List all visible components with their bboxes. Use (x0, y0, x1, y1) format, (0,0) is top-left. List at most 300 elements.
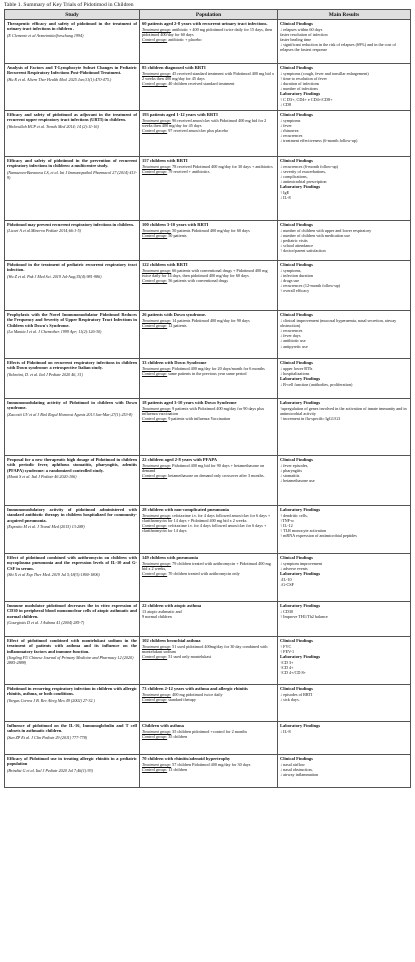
study-reference: (Waleeullah HCP et al. Trends Med 2014; 14 (2):11-16) (7, 123, 99, 129)
results-cell (278, 602, 411, 637)
population-line (142, 697, 275, 702)
results-cell (278, 456, 411, 506)
population-title: 26 patients with Down syndrome. (141, 312, 207, 317)
population-cell (139, 20, 277, 64)
group-label: Treatment group: (141, 267, 172, 273)
finding-item: ↓ fever episodes, (280, 462, 309, 468)
finding-item: ↑CD 3+ (280, 659, 294, 665)
finding-item: ↓ complications, (280, 174, 308, 179)
group-label: Control group: (141, 37, 168, 42)
population-cell (139, 506, 277, 554)
findings-heading: Laboratory Findings (280, 654, 321, 659)
finding-item: ↑ mRNA expression of antimicrobial peptides (280, 533, 357, 539)
population-title: 73 children 2-12 years with asthma and allergic rhinitis (141, 686, 248, 691)
study-title: Pidotimod in the treatment of pediatric recurrent respiratory tract infection. (7, 262, 137, 273)
finding-item: ↓ number of children with medication use (280, 232, 351, 238)
finding-item: ↑ FVC (280, 643, 292, 649)
study-title: Analysis of Factors and T-Lymphocyte Subset Changes in Pediatric Recurrent Respiratory Infections Post-Pidotimod Treatment. (7, 65, 137, 76)
group-label: Treatment group: (141, 643, 172, 649)
population-title: 18 patients aged 3-10 years with Down Syndrome (141, 400, 237, 405)
group-label: Treatment group: (141, 462, 172, 468)
group-description: 51 used only montelukast (167, 654, 212, 659)
population-line (142, 118, 275, 128)
group-description: 79 received + antibiotics (167, 168, 210, 174)
findings-heading: Laboratory Findings (280, 91, 321, 97)
study-title: Efficacy and safety of pidotimod in the prevention of recurrent respiratory infections in children: a multicentre study. (7, 158, 137, 169)
finding-item: ↑ C D3+, CD4+ e CD4+/CD8+ (280, 97, 333, 102)
table-row (5, 157, 411, 221)
population-title: 193 patients aged 1-12 years with RRTI (141, 112, 218, 117)
population-line (142, 128, 275, 133)
study-reference: (E Clemente et al Arzneimittelforschung 1994) (7, 32, 84, 38)
finding-item: ↑ time to resolution of fever (280, 75, 327, 81)
finding-item: ↑ dendritic cells, (280, 512, 308, 518)
study-reference: (Wu Z et al. Pak J Med Sci. 2019 Jul-Aug;35(4):981-986) (7, 273, 102, 279)
study-cell (5, 722, 140, 755)
group-description: 35 children pidotimod +control for 2 months (171, 728, 248, 734)
findings-heading: Laboratory Findings (280, 603, 321, 608)
population-title: 157 children with RRTI (141, 158, 188, 163)
population-cell (139, 685, 277, 722)
finding-item: ↑ FEV-1 (280, 648, 295, 654)
finding-item: ↑ IgE (280, 190, 290, 195)
finding-item: ↓ antimicrobial prescription (280, 179, 327, 185)
population-line (142, 734, 275, 739)
population-line (142, 416, 275, 421)
table-row (5, 506, 411, 554)
finding-item: ↓ severity of exacerbations, (280, 168, 327, 174)
table-row (5, 722, 411, 755)
findings-heading: Clinical Findings (280, 21, 313, 26)
finding-item: ↓ drugs use (280, 278, 300, 283)
findings-heading: Clinical Findings (280, 222, 313, 227)
results-cell (278, 64, 411, 111)
finding-item: ↓G-CSF (280, 581, 294, 587)
study-cell (5, 456, 140, 506)
finding-item: ↓ infection duration (280, 272, 314, 278)
finding-item: ↑ overall efficacy (280, 288, 310, 294)
population-line (142, 37, 275, 42)
finding-item: ↓ fever days (280, 333, 301, 339)
population-line (142, 654, 275, 659)
study-reference: (Namazova-Baranova LS, et al. Int J Immunopathol Pharmacol 27 (2014) 413-9) (7, 169, 137, 180)
group-label: Treatment group: (141, 761, 172, 767)
findings-heading: Clinical Findings (280, 262, 313, 267)
group-description: antibiotic + 400 mg pidotimod twice daily for 15 days, then pidotimod 400/day for 60 days (141, 26, 273, 37)
study-reference: (Zuccotti GV et al J Biol Regul Homeost Agents 2013 Jan-Mar;27(1):253-8) (7, 411, 133, 417)
table-row (5, 399, 411, 456)
study-cell (5, 755, 140, 788)
population-line (142, 371, 275, 376)
group-label: Control group: (141, 766, 168, 772)
group-description: 97 received amox/clav plus placebo (167, 128, 229, 133)
study-cell (5, 637, 140, 685)
table-row (5, 456, 411, 506)
population-cell (139, 399, 277, 456)
population-cell (139, 456, 277, 506)
findings-heading: Laboratory Findings (280, 723, 321, 728)
finding-item: ↓ sick days. (280, 696, 300, 702)
group-description: 9 normal children (141, 613, 172, 619)
population-cell (139, 221, 277, 261)
group-label: Control group: (141, 571, 168, 576)
table-row (5, 359, 411, 399)
finding-item: ↓ pediatric visits (280, 238, 308, 243)
group-label: Control group: (141, 128, 168, 133)
group-description: betamethasone on demand only crossover after 3 months. (167, 473, 265, 478)
table-row (5, 554, 411, 602)
population-line (142, 571, 275, 576)
findings-heading: Clinical Findings (280, 555, 313, 560)
study-reference: (Licari A et al.Minerva Pediatr 2014;66:1-5) (7, 228, 81, 234)
population-line (142, 323, 275, 328)
group-description: 35 children (167, 733, 188, 739)
population-title: 100 children 3-10 years with RRTI (141, 222, 209, 227)
population-cell (139, 602, 277, 637)
results-cell (278, 554, 411, 602)
finding-item: ↓ recurrences (280, 328, 303, 333)
group-label: Treatment group: (141, 117, 172, 123)
finding-item: ↑ IL-12 (280, 523, 293, 528)
findings-heading: Clinical Findings (280, 756, 313, 761)
study-cell (5, 506, 140, 554)
population-cell (139, 261, 277, 311)
table-row (5, 637, 411, 685)
findings-heading: Clinical Findings (280, 638, 313, 643)
population-title: 60 patients aged 2-8 years with recurrent urinary tract infections. (141, 21, 268, 26)
results-cell (278, 359, 411, 399)
header-population: Population (139, 10, 277, 20)
group-label: Control group: (141, 81, 168, 86)
finding-item: ↓IL-10 (280, 576, 292, 582)
findings-heading: Clinical Findings (280, 65, 313, 70)
population-line (142, 169, 275, 174)
finding-item: ↓ symptom improvement (280, 560, 323, 566)
study-cell (5, 311, 140, 359)
study-cell (5, 64, 140, 111)
study-cell (5, 685, 140, 722)
finding-item: ↓ relapses within 60 days (280, 26, 323, 32)
study-title: Pidotimod in recurring respiratory infection in children with allergic rhinitis, asthma, or both conditions. (7, 686, 137, 697)
table-row (5, 64, 411, 111)
study-cell (5, 399, 140, 456)
finding-item: ↓ IL-8 (280, 195, 291, 201)
findings-heading: Laboratory Findings (280, 571, 321, 576)
population-cell (139, 554, 277, 602)
population-line (142, 513, 275, 523)
findings-heading: Laboratory Findings (280, 507, 321, 512)
group-label: Treatment group: (141, 365, 172, 371)
findings-heading: Clinical Findings (280, 457, 313, 462)
finding-item: ↓ CD8 (280, 102, 292, 108)
results-cell (278, 221, 411, 261)
finding-item: ↓ recurrences (12-month follow-up) (280, 283, 341, 289)
finding-item: ↓ rhinorrea (280, 128, 299, 133)
finding-item: ↓ nasal airflow (280, 761, 305, 767)
group-description: 50 patients (167, 232, 187, 238)
group-description: 96 received amox/clav with Pidotimod 400 mg bid for 2 weeks then 400 mg/day for 45 days (141, 117, 267, 128)
population-line (142, 233, 275, 238)
group-label: Control group: (141, 523, 168, 528)
group-label: Control group: (141, 322, 168, 328)
finding-item: ↓ recurrences (280, 133, 303, 139)
findings-heading: Laboratory Findings (280, 184, 321, 190)
finding-item: ↓ antipyretic use (280, 343, 308, 349)
finding-item: ↓ symptoms, (280, 267, 302, 273)
header-main-results: Main Results (278, 10, 411, 20)
group-description: standard therapy (167, 696, 196, 702)
group-label: Control group: (141, 232, 168, 238)
table-row (5, 261, 411, 311)
finding-item: ↓ adverse events (280, 565, 308, 571)
study-title: Efficacy of Pidotimod use in treating allergic rhinitis in a pediatric population (7, 756, 137, 767)
group-label: Control group: (141, 696, 168, 702)
population-line (142, 27, 275, 37)
findings-heading: Laboratory Findings (280, 376, 321, 381)
group-label: Control group: (141, 416, 168, 421)
finding-item: ↓ number of infections (280, 86, 319, 92)
finding-item: ↓ school attendance (280, 243, 314, 249)
finding-item: ↓ IL-8 (280, 728, 291, 734)
finding-item: ↓ symptoms (280, 117, 301, 123)
group-description: 50 patients Pidotimod 400 mg/day for 60 days (171, 227, 250, 233)
study-cell (5, 554, 140, 602)
group-description: Pidotimod 400 mg/day for 20 days/month for 6 months (171, 365, 265, 371)
group-label: Treatment group: (141, 560, 172, 566)
finding-item: ↓ number of children with upper and lower respiratory (280, 227, 372, 233)
finding-item: faster resolution of infection (280, 31, 328, 37)
finding-item: ↓ clinical improvement (mucosal hyperaemia, nasal secretion, airway obstruction) (280, 317, 397, 328)
study-cell (5, 261, 140, 311)
population-line (142, 268, 275, 278)
population-title: 33 children with Down Syndrome (141, 360, 207, 365)
group-description: 12 patients (167, 322, 187, 328)
study-reference: (Vargas Correa J B. Rev Alerg Mex 49 (2002) 27-32.) (7, 697, 95, 703)
study-reference: (Sun ZP Et al. J Clin Pediatr 29 (2011) 777-778) (7, 734, 88, 740)
finding-item: ↑CD 4+/CD 8+ (280, 670, 306, 675)
population-cell (139, 311, 277, 359)
population-line (142, 561, 275, 571)
results-cell (278, 637, 411, 685)
population-line (142, 81, 275, 86)
finding-item: ↑CD 4+ (280, 664, 294, 670)
population-title: 85 children diagnosed with RRTI (141, 65, 206, 70)
study-title: Prophylaxis with the Novel Immunomodulator Pidotimod Reduces the Frequency and Severity of Upper Respiratory Tract Infections in Children with Down's Syndrome. (7, 312, 137, 328)
finding-item: ↓ nasal obstruction, (280, 766, 313, 772)
findings-heading: Clinical Findings (280, 112, 313, 117)
finding-item: ↑TNF-α (280, 517, 294, 523)
group-description: 40 children received standard treatment (167, 81, 235, 86)
population-cell (139, 755, 277, 788)
group-description: 400 mg pidotimod twice daily (171, 691, 223, 697)
population-cell (139, 157, 277, 221)
table-row (5, 602, 411, 637)
group-description: 51 used pidotimod 400mg/day for 30 day combined with montelukast sodium (141, 643, 268, 654)
population-line (142, 767, 275, 772)
population-line (142, 406, 275, 416)
finding-item: ↓ symptoms (cough, fever and tonsillar enlargement) (280, 70, 369, 76)
study-reference: (Valentini, D. et al. Ital J Pediatr 2020 46, 31) (7, 371, 83, 377)
group-label: Treatment group: (141, 26, 172, 32)
population-line (142, 644, 275, 654)
study-title: Efficacy and safety of pidotimod as adjuvant in the treatment of recurrent upper respiratory tract infections (URTI) in children. (7, 112, 137, 123)
study-title: Effects of Pidotimod on recurrent respiratory infections in children with Down syndrome: a retrospective Italian study. (7, 360, 137, 371)
findings-heading: Laboratory Findings (280, 400, 321, 405)
finding-item: ↑ TLR monocyte activation (280, 528, 327, 534)
group-label: Control group: (141, 168, 168, 174)
header-row (5, 10, 411, 20)
group-label: Treatment group: (141, 227, 172, 233)
population-cell (139, 637, 277, 685)
table-caption: Table 1. Summary of Key Trials of Pidotimod in Children (4, 2, 134, 8)
study-title: Effect of pidotimod combined with montelukast sodium in the treatment of patients with asthma and its influence on the inflammatory factors and immune function. (7, 638, 137, 654)
results-cell (278, 755, 411, 788)
group-description: 13 children (167, 766, 188, 772)
finding-item: ↓ antibiotic use (280, 338, 306, 344)
study-title: Pidotimod may prevent recurrent respiratory infections in children. (7, 222, 134, 227)
study-reference: (Esposito M et al. J Transl Med (2015) 13:288) (7, 524, 85, 530)
study-title: Immune modulator pidotimod decreases the in vitro expression of CD30 in peripheral blood mononuclear cells of atopic asthmatic and normal children. (7, 603, 137, 619)
group-label: Treatment group: (141, 163, 172, 169)
results-cell (278, 722, 411, 755)
table-row (5, 20, 411, 64)
group-label: Control group: (141, 278, 168, 283)
group-description: 66 patients with conventional drugs + Pidotimod 400 mg twice daily for 14 days, then pidotimod 400 mg/day for 60 days (141, 267, 268, 278)
finding-item: ↓ airway inflammation (280, 772, 319, 777)
results-cell (278, 311, 411, 359)
population-line (142, 463, 275, 473)
group-description: 70 children treated with azithromycin only (167, 571, 240, 576)
study-cell (5, 157, 140, 221)
table-row (5, 221, 411, 261)
table-row (5, 685, 411, 722)
finding-item: ↓ significant reduction in the risk of relapses (69%) and in the cost of relapses the fastest response (280, 42, 396, 53)
group-description: same patients in the previous year same period (167, 370, 247, 376)
group-label: Control group: (141, 733, 168, 739)
study-title: Proposal for a new therapeutic high dosage of Pidotimod in children with periodic fever, aphthous stomatitis, pharyngitis, adenitis (PFAPA) syndrome: a randomized controlled study. (7, 457, 137, 473)
results-cell (278, 685, 411, 722)
study-cell (5, 221, 140, 261)
population-title: Children with asthma (141, 723, 184, 728)
group-description: 9 patients with influenza Vaccination (167, 416, 231, 421)
population-line (142, 614, 275, 619)
population-title: 22 children aged 2-8 years with PFAPA (141, 457, 217, 462)
finding-item: ↓ betamethasone use (280, 478, 315, 484)
population-line (142, 71, 275, 81)
population-cell (139, 722, 277, 755)
findings-heading: Clinical Findings (280, 360, 313, 365)
finding-item: ↓ hospitalizations (280, 370, 310, 376)
finding-item: ↓ treatment effectiveness (6-month follow-up) (280, 138, 358, 144)
population-title: 102 children bronchial asthma (141, 638, 201, 643)
table-body (5, 20, 411, 788)
results-cell (278, 111, 411, 157)
study-reference: (Jingling FU Chinese Journal of Primary Medicine and Pharmacy 12 (2020) 2885-2888) (7, 655, 134, 666)
finding-item: ↓ stomatitis (280, 473, 300, 478)
finding-item: ↓ duration of infections (280, 81, 320, 86)
group-description: 57 children Pidotimod 400 mg/day for 30 days (171, 761, 251, 767)
table-row (5, 311, 411, 359)
findings-heading: Clinical Findings (280, 686, 313, 691)
group-label: Treatment group: (141, 405, 172, 411)
group-description: 78 received Pidotimod 400 mg/day for 30 days + antibiotics (171, 163, 273, 169)
study-title: Influence of pidotimod on the IL-16, Immunoglobulin and T cell subsets in asthmatic children. (7, 723, 137, 734)
group-description: antibiotic + placebo (167, 37, 202, 42)
study-reference: (Gourgiotis D et al. J Asthma 41 (2004) 285-7) (7, 620, 85, 626)
group-label: Control group: (141, 654, 168, 659)
table-row (5, 755, 411, 788)
finding-item: ↓ B-cell function (antibodies, proliferation) (280, 381, 353, 387)
finding-item: faster healing time (280, 37, 312, 42)
group-description: 13 atopic asthmatic and (141, 608, 182, 614)
results-cell (278, 261, 411, 311)
study-title: Immunomodulating activity of Pidotimod in children with Down syndrome. (7, 400, 137, 411)
finding-item: ↓ fever (280, 122, 292, 128)
study-title: Effect of pidotimod combined with azithromycin on children with mycoplasma pneumonia and the expression levels of IL-10 and G-CSF in serum. (7, 555, 137, 571)
population-cell (139, 111, 277, 157)
header-study: Study (5, 10, 140, 20)
finding-item: ↓ CD30 (280, 608, 294, 614)
group-description: 56 patients with conventional drugs (167, 278, 228, 283)
table-row (5, 111, 411, 157)
results-cell (278, 506, 411, 554)
finding-item: ↑ increment in flu-specific IgG1/G3 (280, 416, 341, 421)
population-cell (139, 359, 277, 399)
results-cell (278, 20, 411, 64)
finding-item: ↓ upper lower RTIs (280, 365, 313, 371)
finding-item: ↑ doctor/parent satisfaction (280, 248, 326, 254)
finding-item: ↓ recurrences (6-month follow-up) (280, 163, 339, 169)
findings-heading: Clinical Findings (280, 158, 313, 163)
results-cell (278, 157, 411, 221)
study-reference: (Manti S et al. Ital J Pediatr 46 2020:106) (7, 474, 77, 480)
study-cell (5, 359, 140, 399)
group-label: Treatment group: (141, 728, 172, 734)
group-description: 9 patients with Pidotimod 400 mg/day for 90 days plus influenza vaccination (141, 405, 265, 416)
population-line (142, 473, 275, 478)
finding-item: ↑ Improve TH1/Th2 balance (280, 613, 328, 619)
population-line (142, 523, 275, 533)
group-label: Control group: (141, 370, 168, 376)
group-label: Treatment group: (141, 512, 172, 518)
findings-heading: Clinical Findings (280, 312, 313, 317)
study-reference: (Brindisi G et al. Ital J Pediatr 2020 Jul 7;46(1):93) (7, 767, 93, 773)
population-title: 70 children with rhinitis/adenoid hypertrophy (141, 756, 231, 761)
population-title: 22 children with atopic asthma (141, 603, 202, 608)
population-cell (139, 64, 277, 111)
finding-item: ↑upregulation of genes involved in the activation of innate immunity and in antimicrobial activity (280, 405, 407, 416)
study-title: Therapeutic efficacy and safety of pidotimod in the treatment of urinary tract infections in children . (7, 21, 137, 32)
study-reference: (Shi X et al Exp Ther Med. 2019 Jul 5;18(3):1800-1806) (7, 572, 100, 578)
group-label: Control group: (141, 473, 168, 478)
group-description: cefotaxime i.v. for 4 days followed amox/clav for 6 days + clarithromycin for 14 days + Pidotimod 400 mg bid x 2 weeks. (141, 512, 271, 523)
group-label: Treatment group: (141, 70, 172, 76)
finding-item: ↓ episodes of RRTI (280, 691, 313, 697)
finding-item: ↓ pharyngitis (280, 467, 302, 473)
group-description: Pidotimod 400 mg bid for 90 days + betamethasone on demand (141, 462, 265, 473)
population-title: 122 children with RRTI (141, 262, 188, 267)
population-line (142, 278, 275, 283)
group-label: Treatment group: (141, 317, 172, 323)
study-title: Immunomodulatory activity of pidotimod administered with standard antibiotic therapy in children hospitalized for community-acquired pneumonia. (7, 507, 137, 523)
population-title: 28 children with non-complicated pneumonia (141, 507, 229, 512)
study-cell (5, 111, 140, 157)
population-title: 149 children with pneumonia (141, 555, 199, 560)
trials-table (4, 9, 411, 788)
study-cell (5, 602, 140, 637)
group-description: 79 children treated with azithromycin + Pidotimod 400 mg bid x 2 weeks, (141, 560, 271, 571)
group-description: 14 patients Pidotimod 400 mg/day for 90 days (171, 317, 250, 323)
